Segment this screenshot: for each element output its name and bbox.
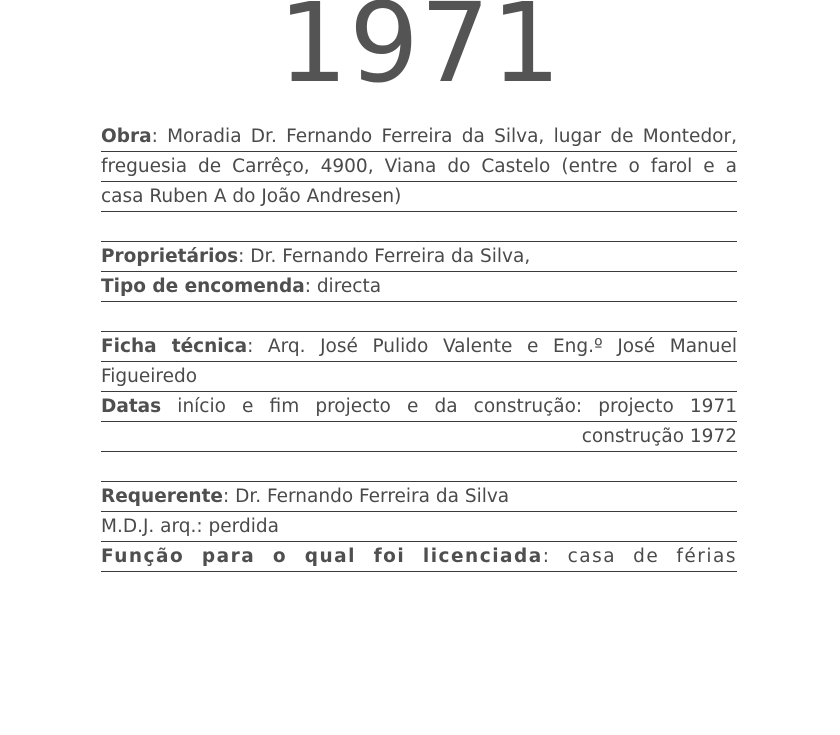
ficha-tecnica-text-2: Figueiredo [101, 366, 198, 387]
datas-line-2 [101, 422, 737, 452]
blank-line [101, 212, 737, 242]
obra-line-3 [101, 182, 737, 212]
mdj-line [101, 512, 737, 542]
funcao-label: Função para o qual foi licenciada [101, 546, 543, 567]
obra-text-2: freguesia de Carrêço, 4900, Viana do Castelo (entre o farol e a [101, 156, 737, 177]
mdj-text: M.D.J. arq.: perdida [101, 516, 279, 537]
record-sheet [101, 122, 737, 572]
datas-line-1 [101, 392, 737, 422]
blank-line [101, 302, 737, 332]
obra-text-1: : Moradia Dr. Fernando Ferreira da Silva, lugar de Montedor, [151, 126, 737, 147]
ficha-tecnica-line-2 [101, 362, 737, 392]
funcao-line [101, 542, 737, 572]
proprietarios-line [101, 242, 737, 272]
requerente-text: : Dr. Fernando Ferreira da Silva [222, 486, 510, 507]
obra-text-3: casa Ruben A do João Andresen) [101, 186, 402, 207]
proprietarios-label: Proprietários [101, 246, 239, 267]
datas-text-2: construção 1972 [581, 426, 737, 447]
tipo-encomenda-line [101, 272, 737, 302]
blank-line [101, 452, 737, 482]
ficha-tecnica-label: Ficha técnica [101, 336, 248, 357]
ficha-tecnica-line-1 [101, 332, 737, 362]
obra-label: Obra [101, 126, 152, 147]
tipo-encomenda-text: : directa [304, 276, 382, 297]
datas-label: Datas [101, 396, 162, 417]
requerente-line [101, 482, 737, 512]
year-heading: 1971 [278, 0, 562, 107]
datas-text-1: início e fim projecto e da construção: projecto 1971 [161, 396, 737, 417]
obra-line-1 [101, 122, 737, 152]
ficha-tecnica-text-1: : Arq. José Pulido Valente e Eng.º José Manuel [247, 336, 737, 357]
funcao-text: : casa de férias [542, 546, 737, 567]
tipo-encomenda-label: Tipo de encomenda [101, 276, 305, 297]
requerente-label: Requerente [101, 486, 223, 507]
obra-line-2 [101, 152, 737, 182]
proprietarios-text: : Dr. Fernando Ferreira da Silva, [238, 246, 531, 267]
